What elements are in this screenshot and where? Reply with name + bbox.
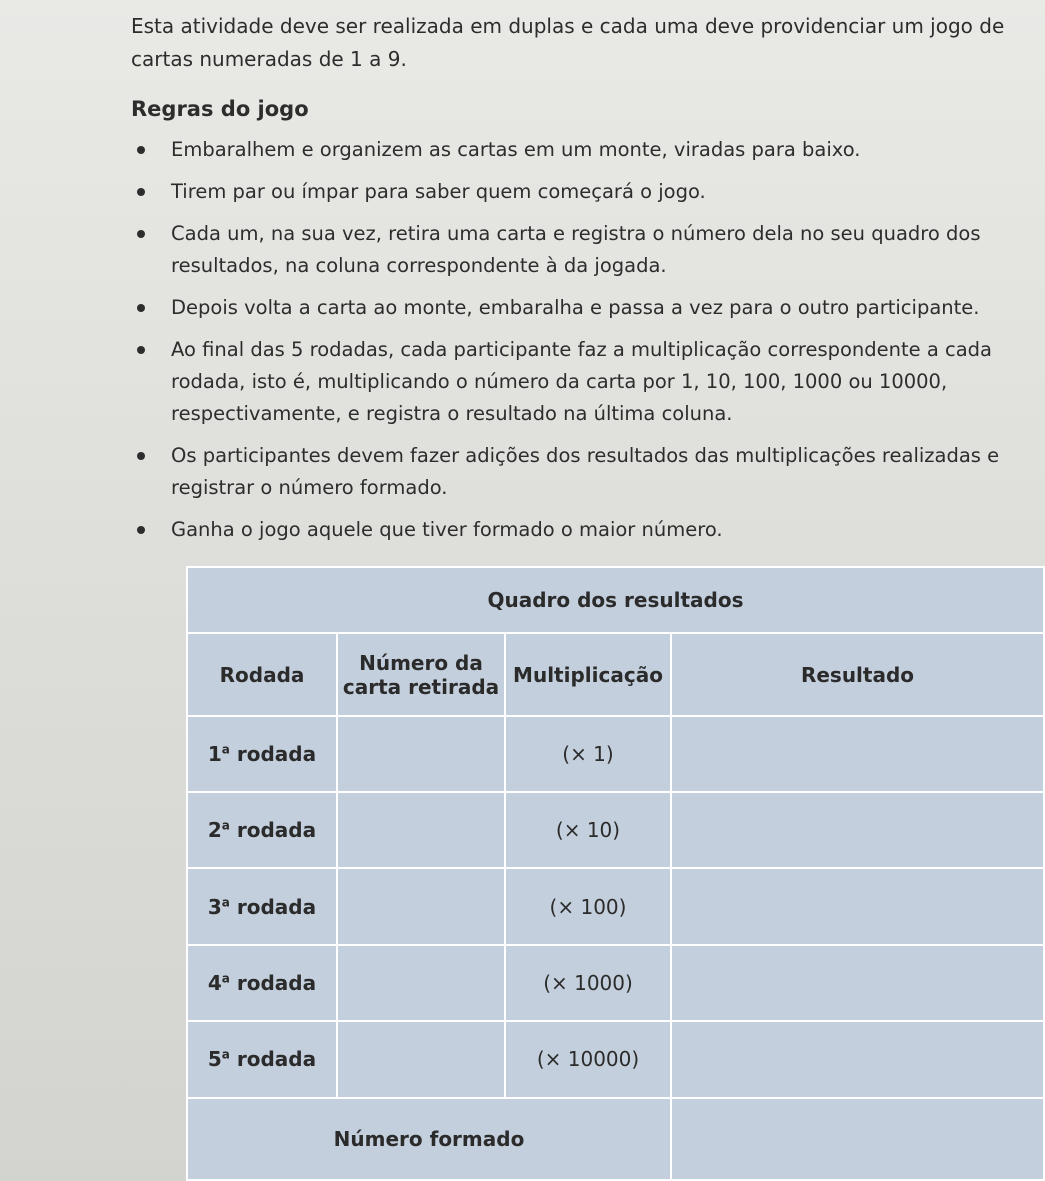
table-row [187, 945, 1044, 1021]
result-cell[interactable] [671, 1021, 1044, 1097]
rule-item: Cada um, na sua vez, retira uma carta e registra o número dela no seu quadro dos resultados, na coluna correspondente à da jogada. [131, 218, 1031, 282]
rule-item: Ganha o jogo aquele que tiver formado o maior número. [131, 514, 1031, 546]
table-row [187, 1021, 1044, 1097]
table-title: Quadro dos resultados [187, 567, 1044, 633]
multiplication-cell: (× 10) [505, 792, 671, 868]
rule-item: Os participantes devem fazer adições dos resultados das multiplicações realizadas e registrar o número formado. [131, 440, 1031, 504]
multiplication-cell: (× 100) [505, 868, 671, 944]
total-row [187, 1098, 1044, 1181]
round-label: 4$^a$ rodada [187, 945, 337, 1021]
header-resultado: Resultado [671, 633, 1044, 715]
multiplication-cell: (× 1) [505, 716, 671, 792]
header-multiplicacao: Multiplicação [505, 633, 671, 715]
rule-item: Ao final das 5 rodadas, cada participante faz a multiplicação correspondente a cada rodada, isto é, multiplicando o número da carta por 1, 10, 100, 1000 ou 10000, respectivamente, e registra o resultado na última coluna. [131, 334, 1031, 430]
total-result-cell[interactable] [671, 1098, 1044, 1181]
round-label: 3$^a$ rodada [187, 868, 337, 944]
card-number-cell[interactable] [337, 945, 505, 1021]
card-number-cell[interactable] [337, 868, 505, 944]
rule-item: Tirem par ou ímpar para saber quem começará o jogo. [131, 176, 1031, 208]
rule-item: Depois volta a carta ao monte, embaralha e passa a vez para o outro participante. [131, 292, 1031, 324]
table-row [187, 792, 1044, 868]
card-number-cell[interactable] [337, 716, 505, 792]
header-rodada: Rodada [187, 633, 337, 715]
intro-text: Esta atividade deve ser realizada em duplas e cada uma deve providenciar um jogo de cartas numeradas de 1 a 9. [131, 14, 1005, 71]
rule-item: Embaralhem e organizem as cartas em um monte, viradas para baixo. [131, 134, 1031, 166]
card-number-cell[interactable] [337, 1021, 505, 1097]
round-label: 2$^a$ rodada [187, 792, 337, 868]
result-cell[interactable] [671, 716, 1044, 792]
multiplication-cell: (× 1000) [505, 945, 671, 1021]
results-table [186, 566, 1045, 1181]
table-row [187, 716, 1044, 792]
rules-list [131, 134, 1031, 556]
round-label: 1$^a$ rodada [187, 716, 337, 792]
round-label: 5$^a$ rodada [187, 1021, 337, 1097]
total-label: Número formado [187, 1098, 671, 1181]
header-numero: Número da carta retirada [337, 633, 505, 715]
results-table-container [186, 566, 1045, 1181]
result-cell[interactable] [671, 792, 1044, 868]
card-number-cell[interactable] [337, 792, 505, 868]
multiplication-cell: (× 10000) [505, 1021, 671, 1097]
table-row [187, 868, 1044, 944]
result-cell[interactable] [671, 868, 1044, 944]
rules-heading: Regras do jogo [131, 97, 309, 121]
result-cell[interactable] [671, 945, 1044, 1021]
